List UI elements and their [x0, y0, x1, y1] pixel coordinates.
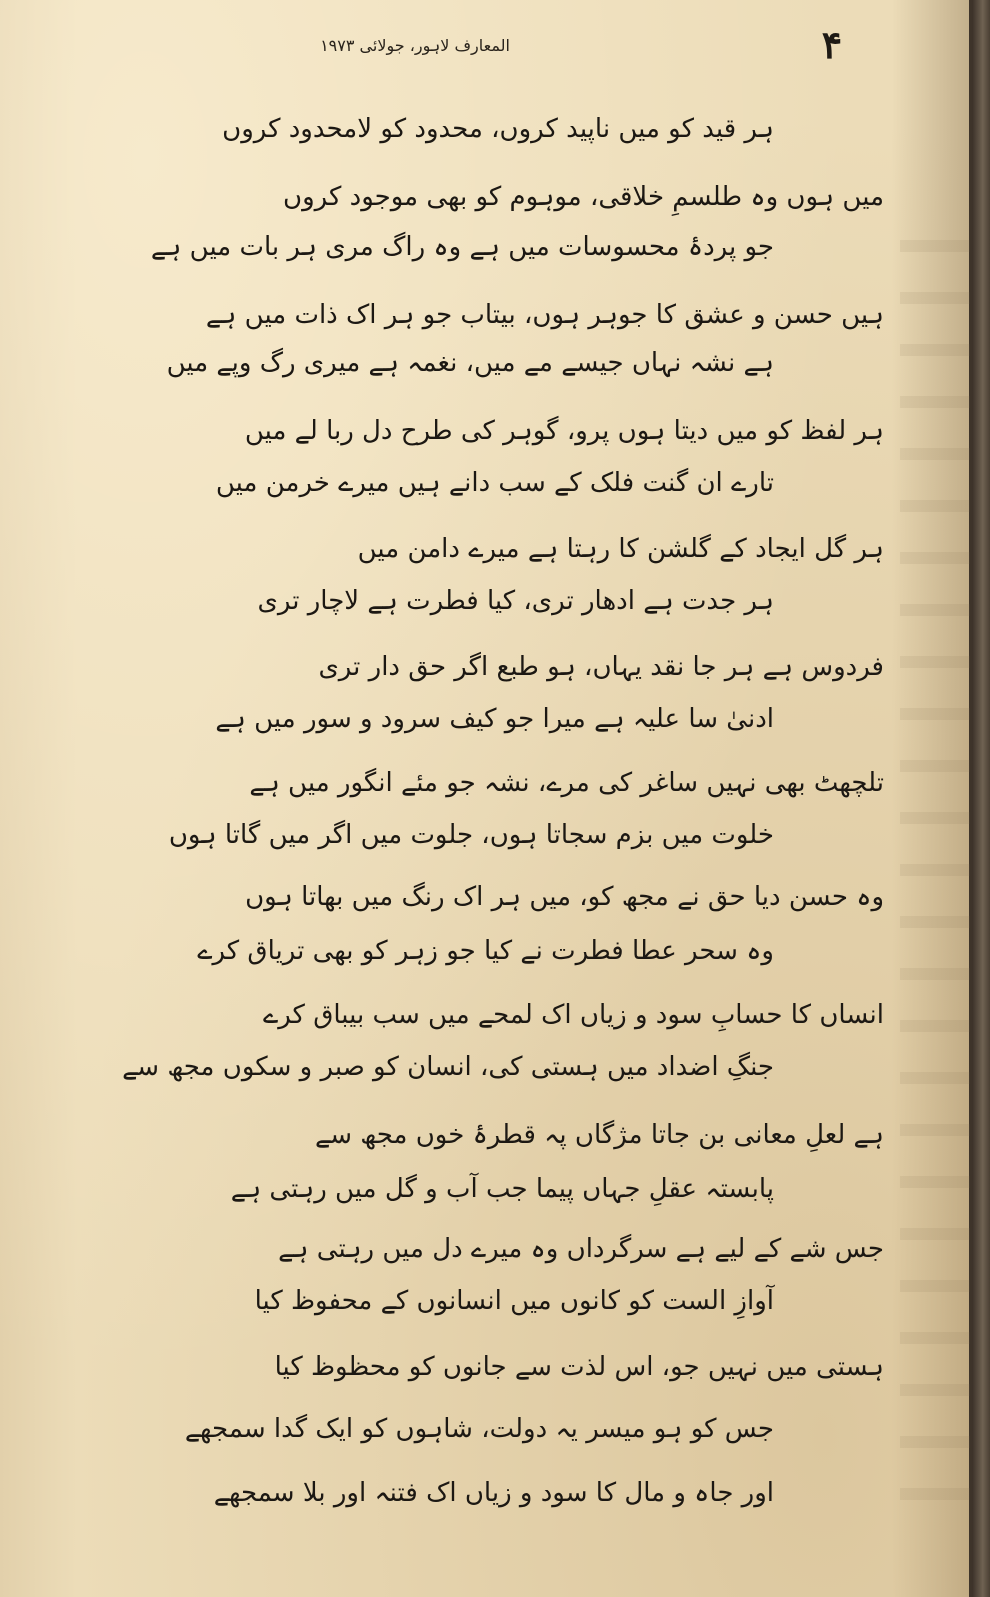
verse-line: جو پردۂ محسوسات میں ہے وہ راگ مری ہر بات میں ہے	[150, 232, 774, 262]
bleed-through-texture	[900, 200, 970, 1500]
verse-line: وہ سحر عطا فطرت نے کیا جو زہر کو بھی تریاق کرے	[197, 936, 774, 966]
verse-line: پابستہ عقلِ جہاں پیما جب آب و گل میں رہتی ہے	[230, 1174, 774, 1204]
verse-line: میں ہوں وہ طلسمِ خلاقی، موہوم کو بھی موجود کروں	[282, 182, 884, 212]
running-header: المعارف لاہور، جولائی ۱۹۷۳	[320, 36, 510, 55]
verse-line: خلوت میں بزم سجاتا ہوں، جلوت میں اگر میں گاتا ہوں	[168, 820, 774, 850]
verse-line: ہیں حسن و عشق کا جوہر ہوں، بیتاب جو ہر اک ذات میں ہے	[205, 300, 884, 330]
verse-line: جس شے کے لیے ہے سرگرداں وہ میرے دل میں رہتی ہے	[278, 1234, 884, 1264]
verse-line: ہر جدت ہے ادھار تری، کیا فطرت ہے لاچار تری	[257, 586, 774, 616]
book-spine-shadow	[972, 0, 990, 1597]
verse-line: وہ حسن دیا حق نے مجھ کو، میں ہر اک رنگ میں بھاتا ہوں	[245, 882, 884, 912]
verse-line: تارے ان گنت فلک کے سب دانے ہیں میرے خرمن میں	[215, 468, 774, 498]
verse-line: جس کو ہو میسر یہ دولت، شاہوں کو ایک گدا سمجھے	[184, 1414, 774, 1444]
verse-line: ادنیٰ سا علیہ ہے میرا جو کیف سرود و سور میں ہے	[215, 704, 774, 734]
verse-line: ہر لفظ کو میں دیتا ہوں پرو، گوہر کی طرح دل ربا لے میں	[244, 416, 884, 446]
verse-line: ہر گل ایجاد کے گلشن کا رہتا ہے میرے دامن میں	[357, 534, 884, 564]
verse-line: جنگِ اضداد میں ہستی کی، انسان کو صبر و سکوں مجھ سے	[122, 1052, 774, 1082]
verse-line: ہے نشہ نہاں جیسے مے میں، نغمہ ہے میری رگ وپے میں	[166, 348, 774, 378]
verse-line: تلچھٹ بھی نہیں ساغر کی مرے، نشہ جو مئے انگور میں ہے	[249, 768, 884, 798]
verse-line: ہستی میں نہیں جو، اس لذت سے جانوں کو محظوظ کیا	[274, 1352, 884, 1382]
verse-line: ہر قید کو میں ناپید کروں، محدود کو لامحدود کروں	[222, 114, 774, 144]
verse-line: آوازِ الست کو کانوں میں انسانوں کے محفوظ کیا	[254, 1286, 774, 1316]
page-number: ۴	[821, 22, 843, 67]
verse-line: فردوس ہے ہر جا نقد یہاں، ہو طبع اگر حق دار تری	[318, 652, 884, 682]
verse-line: انساں کا حسابِ سود و زیاں اک لمحے میں سب بیباق کرے	[262, 1000, 884, 1030]
verse-line: اور جاہ و مال کا سود و زیاں اک فتنہ اور بلا سمجھے	[213, 1478, 774, 1508]
verse-line: ہے لعلِ معانی بن جاتا مژگاں پہ قطرۂ خوں مجھ سے	[315, 1120, 884, 1150]
